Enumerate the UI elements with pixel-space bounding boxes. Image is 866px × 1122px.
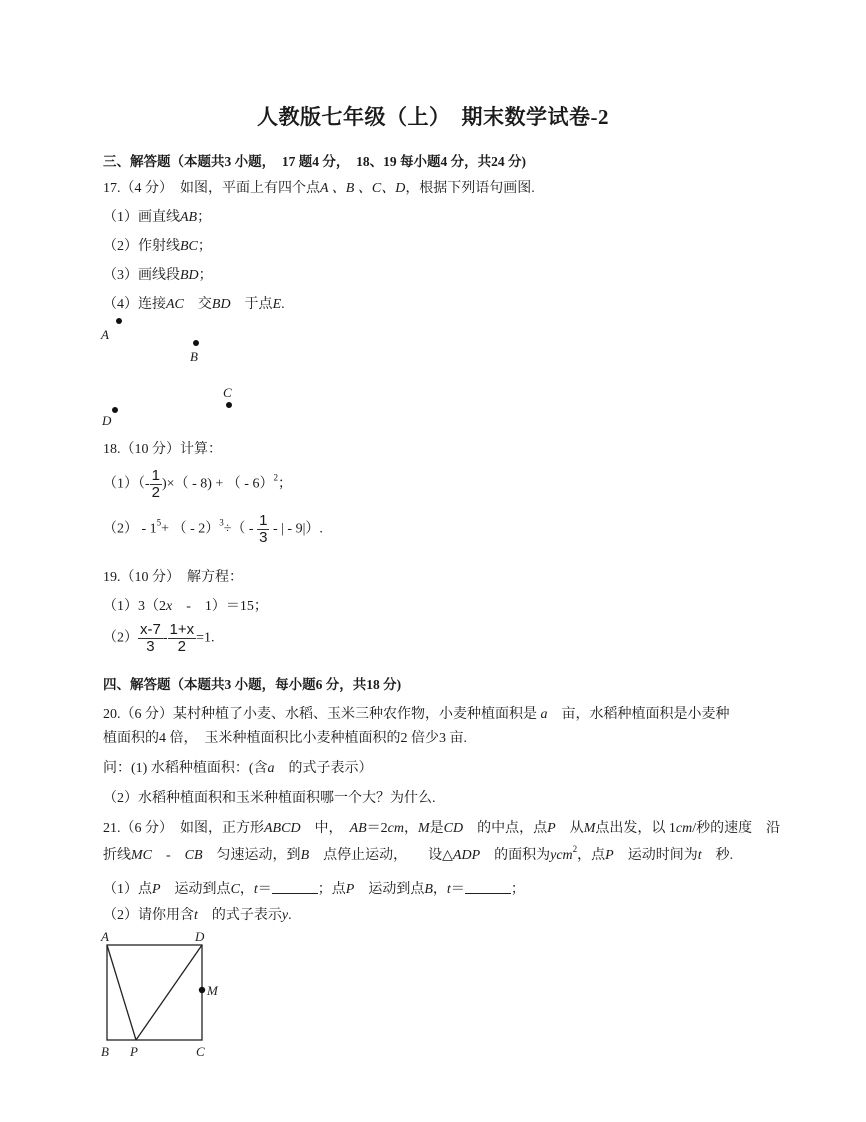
v: t — [446, 882, 451, 897]
q17-item-1-var: AB — [180, 210, 198, 225]
q17-item-2-var: BC — [180, 239, 198, 254]
label-a: A — [101, 929, 109, 944]
exponent: 2 — [572, 844, 578, 854]
v: cm — [675, 821, 693, 836]
q19-item-1 — [103, 595, 268, 615]
v: M — [583, 821, 596, 836]
q20-line-1 — [103, 703, 730, 723]
page-title: 人教版七年级（上） 期末数学试卷-2 — [257, 105, 609, 129]
q19-stem: 19.（10 分） 解方程： — [103, 570, 243, 585]
q17-item-4-end: . — [281, 297, 285, 312]
q18-item-1-end: ； — [277, 476, 292, 492]
q21-square-figure — [95, 925, 245, 1065]
q18-item-1-prefix: （1）（ — [103, 476, 145, 492]
q19-item-1-var: x — [166, 599, 173, 614]
q17-item-3 — [103, 264, 213, 284]
segment-ap — [107, 945, 136, 1040]
q17-item-1 — [103, 206, 211, 226]
section-3-heading: 三、解答题（本题共3 小题， 17 题4 分， 18、19 每小题4 分，共24 分) — [103, 154, 526, 169]
v: P — [605, 848, 614, 863]
t: 的式子表示 — [197, 908, 282, 923]
q20-ask-1-suffix: 的式子表示） — [274, 761, 373, 776]
t: （2）请你用含 — [103, 908, 194, 923]
q18-item-2-end: - | - 9|）. — [269, 521, 323, 537]
frac-num: x-7 — [140, 621, 161, 638]
v: y — [281, 908, 289, 923]
t: . — [288, 908, 292, 923]
q20-ask-2: （2）水稻种植面积和玉米种植面积哪一个大？为什么. — [103, 791, 436, 806]
q20-line-1-prefix: 20.（6 分）某村种植了小麦、水稻、玉米三种农作物，小麦种植面积是 — [103, 707, 537, 722]
v: C — [230, 882, 240, 897]
t: 匀速运动，到 — [202, 848, 301, 863]
v: CB — [184, 848, 203, 863]
point-c-dot — [226, 402, 232, 408]
q17-item-4-var3: E — [272, 297, 282, 312]
q17-stem — [103, 177, 535, 197]
v: cm — [387, 821, 404, 836]
label-m: M — [207, 983, 218, 998]
point-c-label: C — [223, 385, 232, 400]
t: ，点 — [577, 848, 606, 863]
t: 运动到点 — [160, 882, 231, 897]
point-b-dot — [193, 340, 199, 346]
t: ＝2 — [366, 821, 388, 836]
q17-item-2 — [103, 235, 212, 255]
point-d-label: D — [102, 413, 112, 428]
v: P — [547, 821, 556, 836]
t: 运动时间为 — [613, 848, 698, 863]
exponent-2: 3 — [219, 517, 224, 528]
t: ， — [404, 821, 418, 836]
t: 是 — [429, 821, 444, 836]
t: （1）点 — [103, 882, 152, 897]
t: ；点 — [317, 882, 346, 897]
v: B — [300, 848, 310, 863]
q18-item-2 — [103, 513, 323, 546]
label-d: D — [195, 929, 205, 944]
t: ； — [510, 882, 525, 897]
t: 折线 — [103, 848, 131, 863]
q17-item-1-text: （1）画直线 — [103, 210, 180, 225]
q17-stem-suffix: ，根据下列语句画图. — [405, 181, 535, 196]
point-a-label: A — [101, 327, 109, 342]
q20-line-2: 植面积的4 倍， 玉米种植面积比小麦种植面积的2 倍少3 亩. — [103, 731, 467, 746]
t: ， — [239, 882, 254, 897]
q21-line-1 — [103, 817, 780, 837]
q20-ask-1-prefix: 问：(1) 水稻种植面积：(含 — [103, 761, 268, 776]
t: ＝ — [450, 882, 465, 897]
q17-item-4 — [103, 293, 285, 313]
minus-sign: - — [162, 630, 168, 646]
frac-den: 2 — [151, 483, 161, 501]
q19-item-2-suffix: =1. — [196, 630, 215, 646]
q17-item-4-mid2: 于点 — [230, 297, 273, 312]
answer-blank-2[interactable] — [465, 881, 511, 894]
v: M — [418, 821, 430, 836]
q18-item-1 — [103, 468, 292, 501]
q17-stem-prefix: 17.（4 分） 如图，平面上有四个点 — [103, 181, 320, 196]
q21-line-2 — [103, 844, 733, 864]
v: t — [253, 882, 258, 897]
fraction-one-third — [257, 513, 269, 546]
exponent: 2 — [273, 472, 278, 483]
q18-item-1-body: )×（ - 8) + （ - 6） — [162, 476, 274, 492]
t: 的中点，点 — [463, 821, 548, 836]
point-d-dot — [112, 407, 118, 413]
t: 从 — [555, 821, 584, 836]
v: B — [424, 882, 433, 897]
label-p: P — [130, 1044, 138, 1059]
t: ＝ — [257, 882, 272, 897]
t: 秒. — [701, 848, 734, 863]
q17-item-2-text: （2）作射线 — [103, 239, 180, 254]
q21-item-2 — [103, 904, 292, 924]
v: MC — [131, 848, 152, 863]
label-b: B — [101, 1044, 109, 1059]
q17-item-3-end: ； — [198, 268, 213, 283]
frac-num: 1 — [151, 467, 161, 484]
v: P — [345, 882, 355, 897]
label-c: C — [196, 1044, 205, 1059]
v: t — [194, 908, 198, 923]
q21-item-1 — [103, 878, 525, 898]
v: t — [697, 848, 702, 863]
q17-item-2-end: ； — [197, 239, 212, 254]
fraction-one-half — [150, 468, 162, 501]
fraction-1-plus-x-over-2 — [168, 622, 197, 655]
q17-item-4-mid: 交 — [183, 297, 212, 312]
t: 点出发，以 1 — [595, 821, 676, 836]
answer-blank-1[interactable] — [272, 881, 318, 894]
segment-dp — [136, 945, 202, 1040]
frac-den: 2 — [177, 637, 186, 655]
fraction-x-minus-7-over-3 — [138, 622, 163, 655]
q17-item-3-text: （3）画线段 — [103, 268, 180, 283]
section-4-heading: 四、解答题（本题共3 小题，每小题6 分，共18 分) — [103, 677, 402, 692]
q20-ask-1 — [103, 757, 373, 777]
q18-stem: 18.（10 分）计算： — [103, 442, 222, 457]
t: 的面积为 — [480, 848, 551, 863]
v: ABCD — [264, 821, 301, 836]
q17-points: A 、B 、C、D — [320, 181, 406, 196]
q19-item-1-prefix: （1）3（2 — [103, 599, 166, 614]
v: ADP — [452, 848, 481, 863]
q18-item-2-prefix: （2） - 1 — [103, 521, 157, 537]
t: /秒的速度 沿 — [692, 821, 781, 836]
q19-item-1-suffix: - 1）＝15； — [172, 599, 268, 614]
frac-den: 3 — [146, 637, 155, 655]
v: CD — [443, 821, 464, 836]
q20-line-1-suffix: 亩，水稻种植面积是小麦种 — [547, 707, 730, 722]
q17-item-1-end: ； — [197, 210, 212, 225]
var-a: a — [540, 707, 548, 722]
point-a-dot — [116, 318, 122, 324]
exponent-1: 5 — [156, 517, 162, 528]
q19-item-2-prefix: （2） — [103, 630, 138, 646]
frac-den: 3 — [259, 528, 268, 546]
var-a: a — [267, 761, 275, 776]
q18-item-2-mid: + （ - 2） — [161, 521, 220, 537]
point-m-dot — [199, 987, 205, 993]
frac-num: 1 — [259, 512, 268, 529]
q19-item-2 — [103, 622, 215, 655]
t: 点停止运动， 设△ — [309, 848, 453, 863]
t: - — [152, 848, 185, 863]
q17-item-4-text: （4）连接 — [103, 297, 166, 312]
point-b-label: B — [190, 349, 198, 364]
t: 中， — [300, 821, 350, 836]
v: ycm — [550, 848, 573, 863]
t: ， — [432, 882, 447, 897]
q18-item-2-mid2: ÷（ - — [223, 521, 258, 537]
q17-item-4-var2: BD — [211, 297, 231, 312]
q17-item-3-var: BD — [180, 268, 199, 283]
t: 运动到点 — [354, 882, 425, 897]
v: AB — [349, 821, 367, 836]
q17-item-4-var1: AC — [166, 297, 184, 312]
v: P — [152, 882, 161, 897]
q18-item-1-sign: - — [145, 476, 150, 492]
t: 21.（6 分） 如图，正方形 — [103, 821, 264, 836]
frac-num: 1+x — [169, 621, 195, 638]
